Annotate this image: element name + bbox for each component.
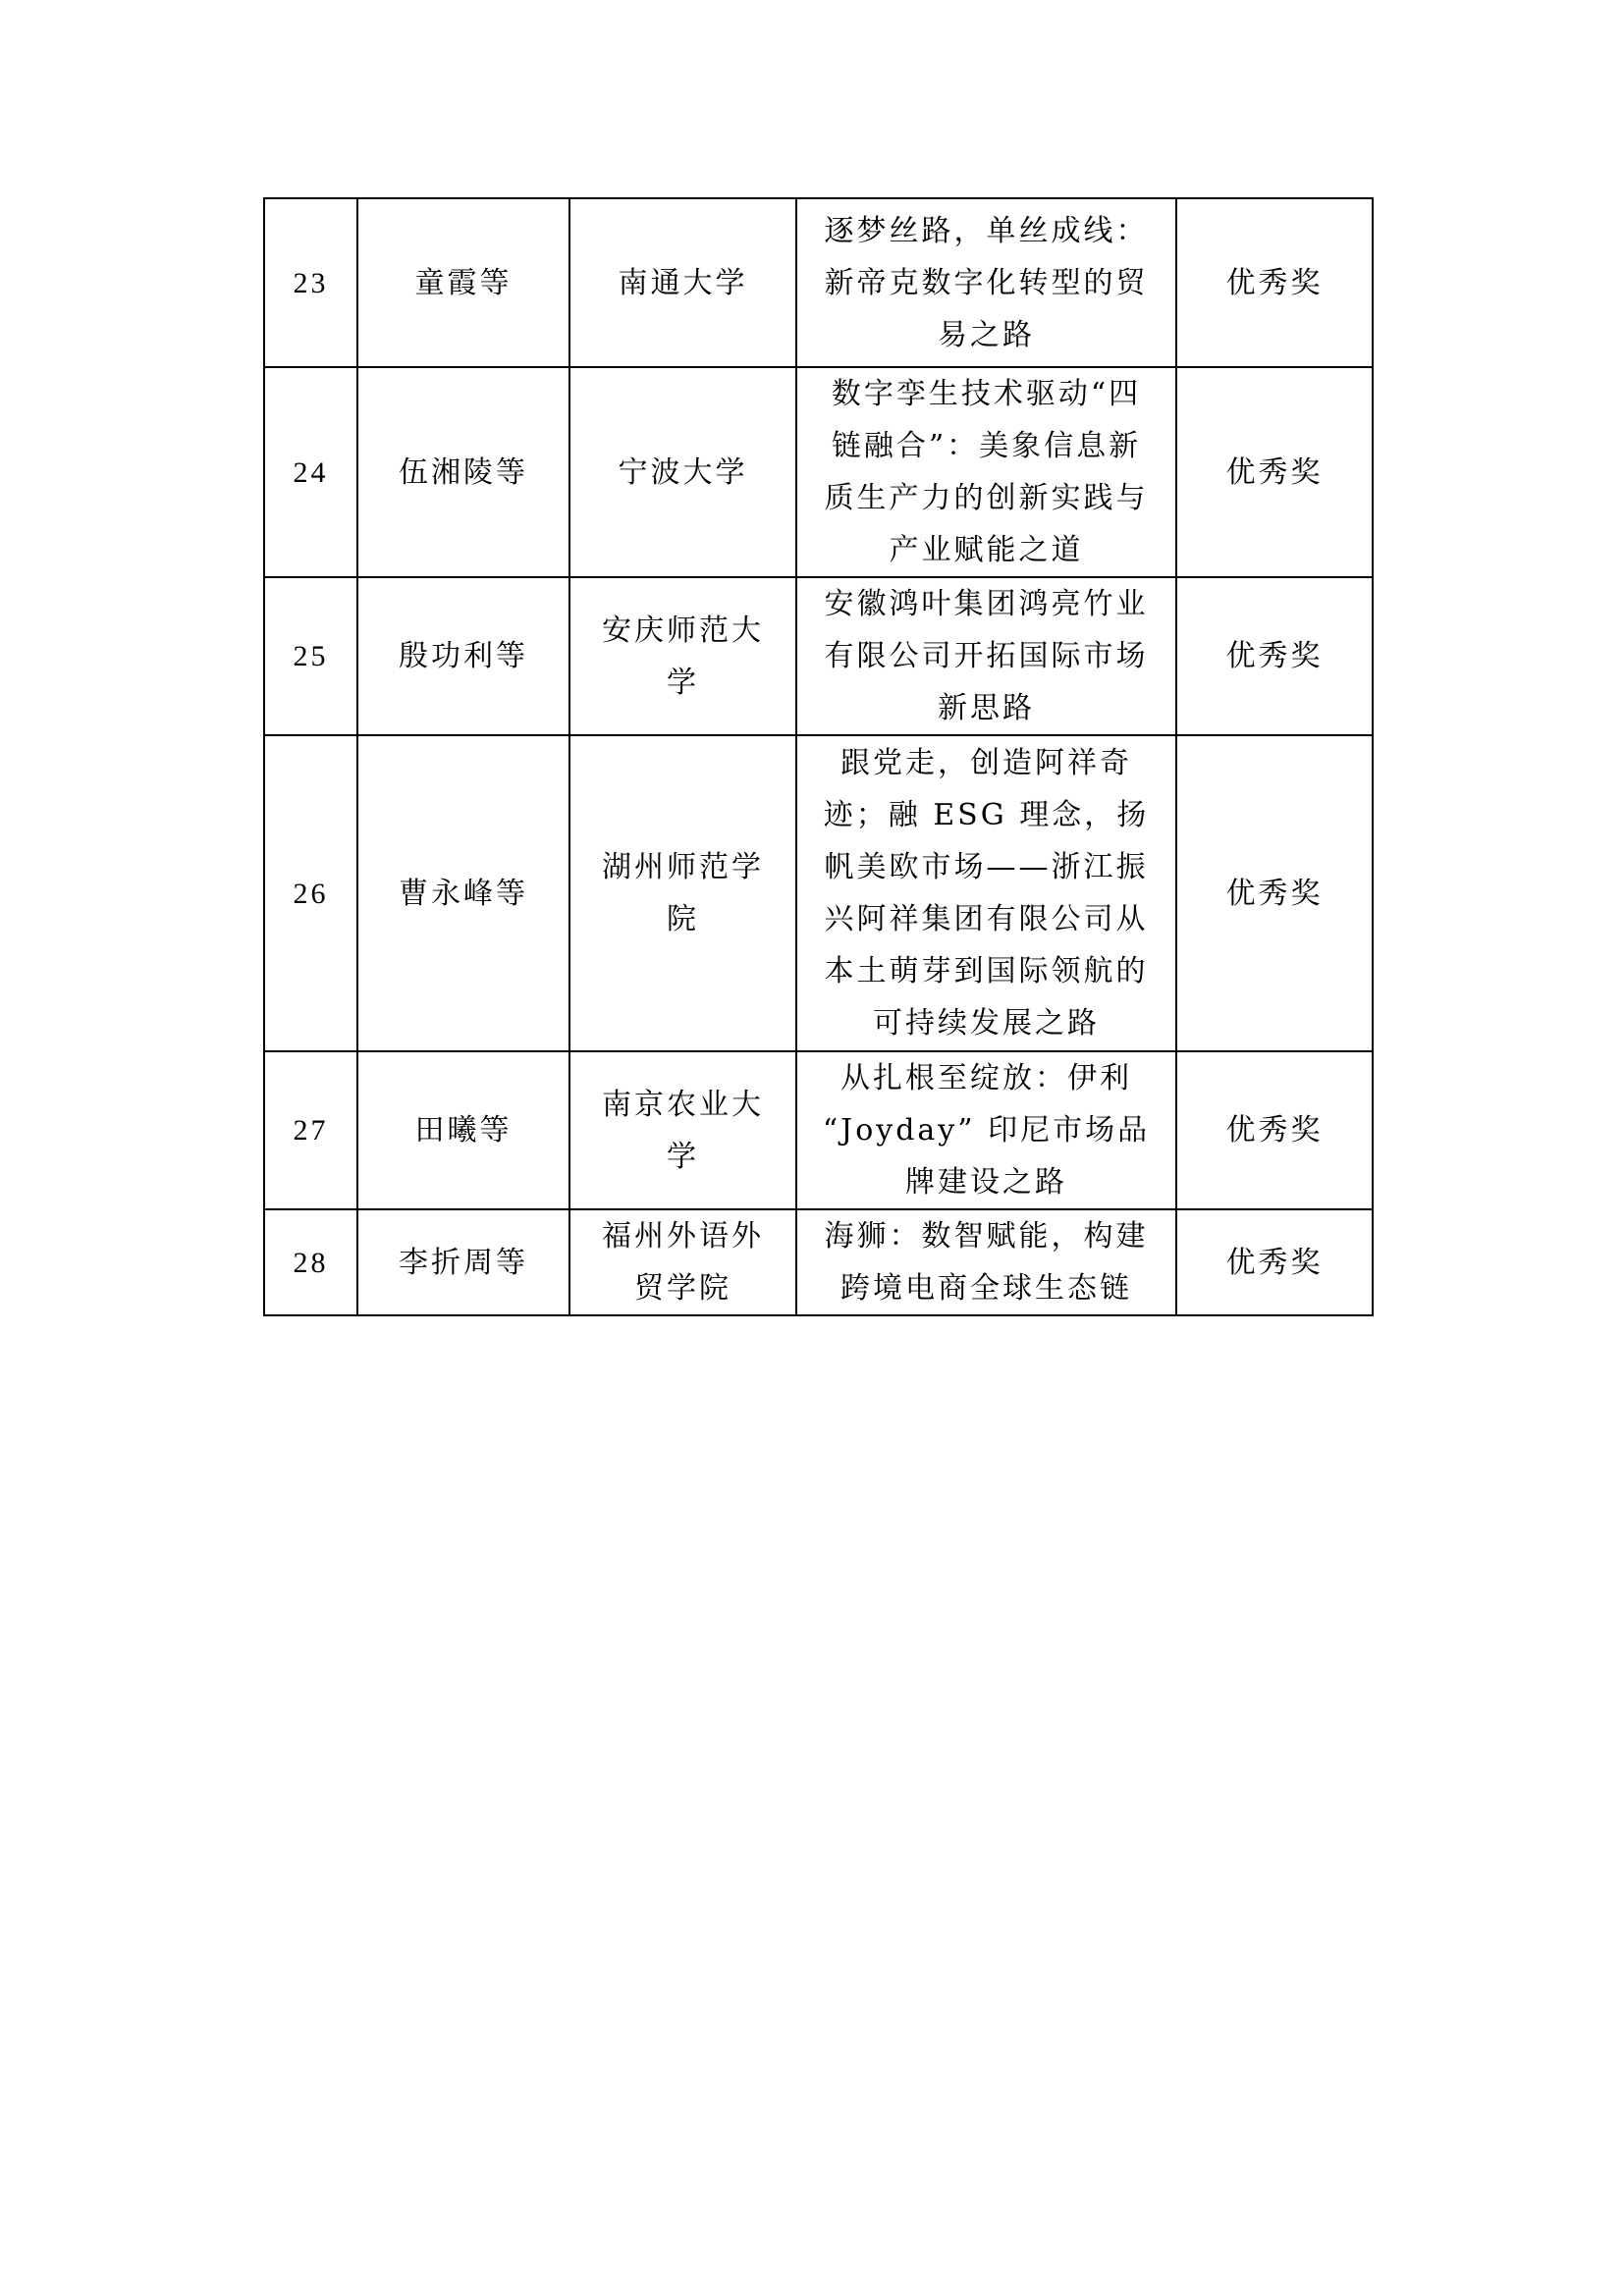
- school-cell: 宁波大学: [569, 367, 796, 577]
- award-cell: 优秀奖: [1176, 367, 1373, 577]
- title-line: 数字孪生技术驱动“四: [831, 377, 1142, 411]
- title-line: 迹；融 ESG 理念，扬: [823, 798, 1150, 832]
- title-line: “Joyday” 印尼市场品: [822, 1113, 1151, 1148]
- school-cell: 南京农业大 学: [569, 1051, 796, 1209]
- author-cell: 童霞等: [357, 198, 569, 367]
- title-line: 本土萌芽到国际领航的: [824, 954, 1149, 988]
- title-line: 海狮：数智赋能，构建: [824, 1219, 1149, 1254]
- author-cell: 田曦等: [357, 1051, 569, 1209]
- author-cell: 曹永峰等: [357, 735, 569, 1051]
- table-row: [264, 1051, 1373, 1209]
- school-cell: 安庆师范大 学: [569, 577, 796, 735]
- award-cell: 优秀奖: [1176, 1209, 1373, 1315]
- table-row: [264, 1209, 1373, 1315]
- title-line: 链融合”：美象信息新: [831, 429, 1142, 463]
- case-title-cell: [796, 735, 1176, 1051]
- case-title-cell: [796, 198, 1176, 367]
- title-line: 有限公司开拓国际市场: [824, 639, 1149, 673]
- title-line: 跨境电商全球生态链: [840, 1271, 1132, 1306]
- title-line: 可持续发展之路: [873, 1006, 1100, 1041]
- table-row: [264, 198, 1373, 367]
- award-cell: 优秀奖: [1176, 577, 1373, 735]
- row-number: 27: [264, 1051, 357, 1209]
- title-line: 牌建设之路: [905, 1165, 1067, 1200]
- case-title-cell: [796, 367, 1176, 577]
- row-number: 23: [264, 198, 357, 367]
- row-number: 26: [264, 735, 357, 1051]
- title-line: 质生产力的创新实践与: [824, 481, 1149, 515]
- school-cell: 湖州师范学 院: [569, 735, 796, 1051]
- table-row: [264, 735, 1373, 1051]
- title-line: 安徽鸿叶集团鸿亮竹业: [824, 587, 1149, 621]
- case-title-cell: [796, 1209, 1176, 1315]
- table-row: [264, 367, 1373, 577]
- case-title-cell: [796, 1051, 1176, 1209]
- title-line: 易之路: [938, 317, 1035, 352]
- title-line: 新思路: [938, 691, 1035, 725]
- school-cell: 南通大学: [569, 198, 796, 367]
- award-cell: 优秀奖: [1176, 1051, 1373, 1209]
- school-cell: 福州外语外 贸学院: [569, 1209, 796, 1315]
- row-number: 25: [264, 577, 357, 735]
- title-line: 兴阿祥集团有限公司从: [824, 902, 1149, 936]
- title-line: 从扎根至绽放：伊利: [840, 1061, 1132, 1095]
- awards-table: [263, 197, 1374, 1316]
- author-cell: 李折周等: [357, 1209, 569, 1315]
- title-line: 逐梦丝路，单丝成线：: [824, 213, 1149, 248]
- award-cell: 优秀奖: [1176, 198, 1373, 367]
- award-cell: 优秀奖: [1176, 735, 1373, 1051]
- row-number: 24: [264, 367, 357, 577]
- title-line: 产业赋能之道: [889, 533, 1084, 567]
- author-cell: 伍湘陵等: [357, 367, 569, 577]
- title-line: 帆美欧市场——浙江振: [824, 850, 1149, 884]
- table-row: [264, 577, 1373, 735]
- case-title-cell: [796, 577, 1176, 735]
- row-number: 28: [264, 1209, 357, 1315]
- title-line: 新帝克数字化转型的贸: [824, 265, 1149, 300]
- author-cell: 殷功利等: [357, 577, 569, 735]
- title-line: 跟党走，创造阿祥奇: [840, 746, 1132, 780]
